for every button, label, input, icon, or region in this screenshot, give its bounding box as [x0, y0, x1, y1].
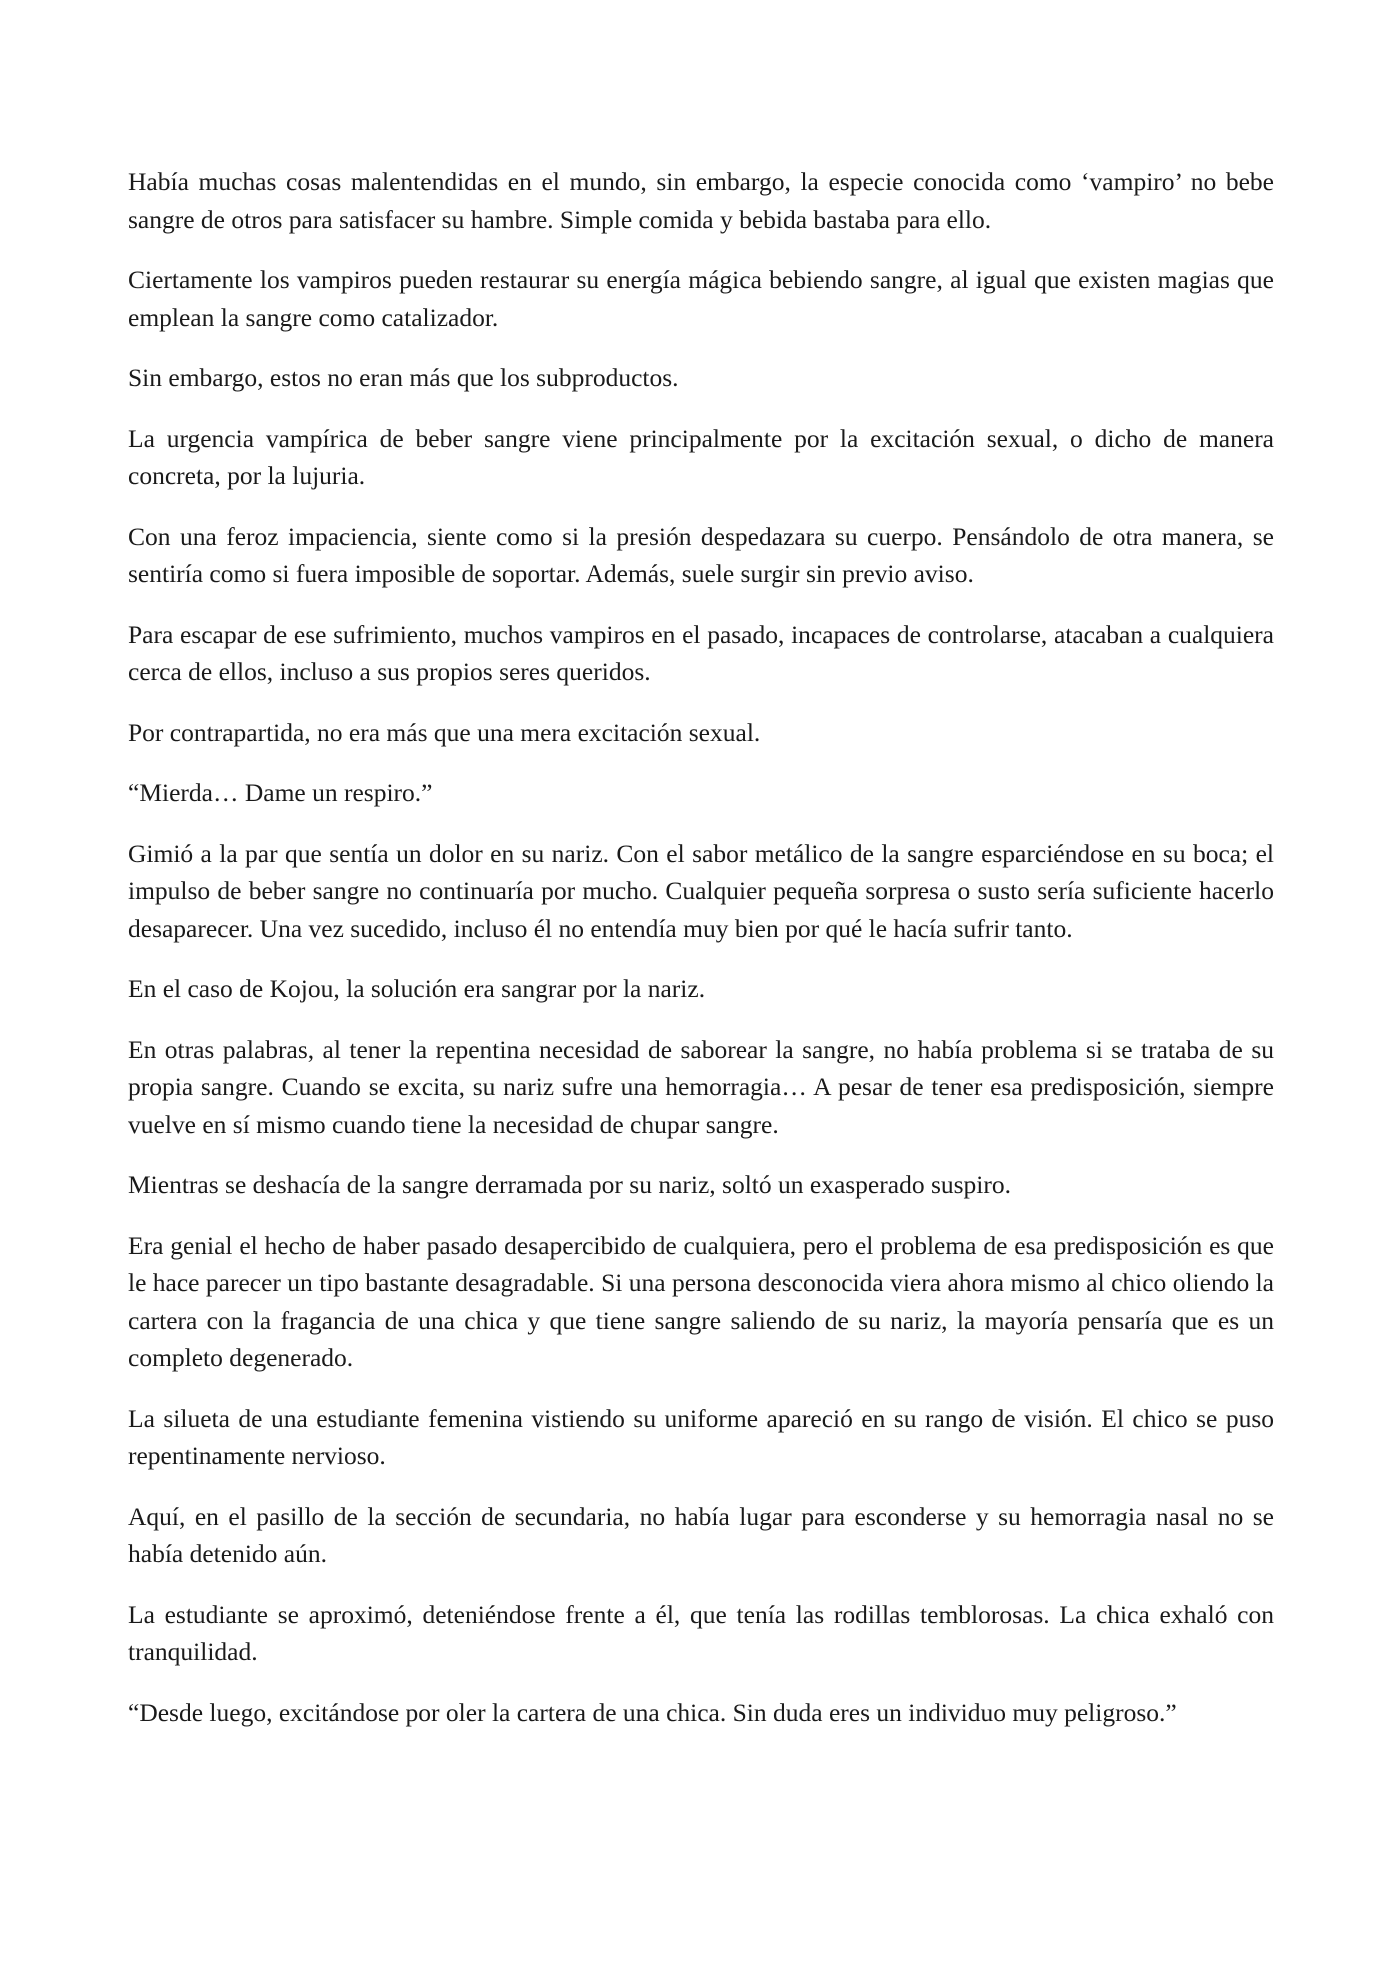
paragraph: Para escapar de ese sufrimiento, muchos vampiros en el pasado, incapaces de controlarse, atacaban a cualquiera cerca de ellos, incluso a sus propios seres queridos. — [128, 619, 1274, 686]
paragraph: Ciertamente los vampiros pueden restaurar su energía mágica bebiendo sangre, al igual que existen magias que emplean la sangre como catalizador. — [128, 265, 1274, 332]
paragraph: Sin embargo, estos no eran más que los subproductos. — [128, 363, 679, 392]
paragraph: Era genial el hecho de haber pasado desapercibido de cualquiera, pero el problema de esa predisposición es que le hace parecer un tipo bastante desagradable. Si una persona desconocida viera ahora mismo al chico oliendo la cartera con la fragancia de una chica y que tiene sangre saliendo de su nariz, la mayoría pensaría que es un completo degenerado. — [128, 1230, 1274, 1372]
paragraph: Había muchas cosas malentendidas en el mundo, sin embargo, la especie conocida como ‘vampiro’ no bebe sangre de otros para satisfacer su hambre. Simple comida y bebida bastaba para ello. — [128, 167, 1274, 234]
paragraph: Gimió a la par que sentía un dolor en su nariz. Con el sabor metálico de la sangre esparciéndose en su boca; el impulso de beber sangre no continuaría por mucho. Cualquier pequeña sorpresa o susto sería suficiente hacerlo desaparecer. Una vez sucedido, incluso él no entendía muy bien por qué le hacía sufrir tanto. — [128, 838, 1274, 943]
paragraph: Por contrapartida, no era más que una mera excitación sexual. — [128, 717, 761, 747]
paragraph: La urgencia vampírica de beber sangre viene principalmente por la excitación sexual, o dicho de manera concreta, por la lujuria. — [128, 423, 1274, 490]
paragraph: Mientras se deshacía de la sangre derramada por su nariz, soltó un exasperado suspiro. — [128, 1170, 1011, 1199]
paragraph: Aquí, en el pasillo de la sección de secundaria, no había lugar para esconderse y su hemorragia nasal no se había detenido aún. — [128, 1501, 1274, 1568]
paragraph: La silueta de una estudiante femenina vistiendo su uniforme apareció en su rango de visión. El chico se puso repentinamente nervioso. — [128, 1403, 1274, 1470]
paragraph: En el caso de Kojou, la solución era sangrar por la nariz. — [128, 974, 706, 1003]
paragraph: Con una feroz impaciencia, siente como si la presión despedazara su cuerpo. Pensándolo de otra manera, se sentiría como si fuera imposible de soportar. Además, suele surgir sin previo aviso. — [128, 521, 1274, 588]
paragraph: “Mierda… Dame un respiro.” — [128, 778, 433, 807]
document-page — [128, 163, 1274, 1754]
paragraph: La estudiante se aproximó, deteniéndose frente a él, que tenía las rodillas temblorosas. La chica exhaló con tranquilidad. — [128, 1599, 1274, 1666]
paragraph: “Desde luego, excitándose por oler la cartera de una chica. Sin duda eres un individuo muy peligroso.” — [128, 1697, 1177, 1727]
paragraph: En otras palabras, al tener la repentina necesidad de saborear la sangre, no había problema si se trataba de su propia sangre. Cuando se excita, su nariz sufre una hemorragia… A pesar de tener esa predisposición, siempre vuelve en sí mismo cuando tiene la necesidad de chupar sangre. — [128, 1034, 1274, 1139]
